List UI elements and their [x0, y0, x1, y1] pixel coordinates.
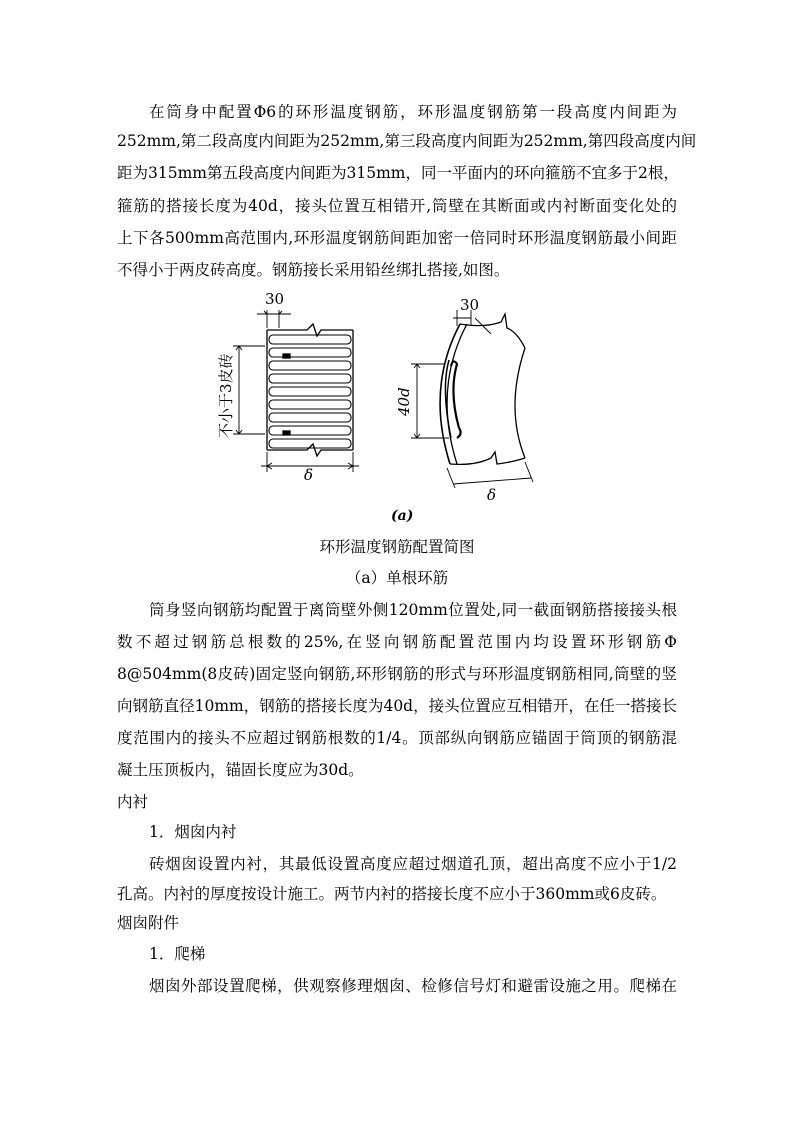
heading-lining: 内衬: [117, 793, 149, 811]
paragraph3-line-1: 砖烟囱设置内衬，其最低设置高度应超过烟道孔顶，超出高度不应小于1/2: [149, 855, 677, 873]
paragraph1-line-6: 不得小于两皮砖高度。钢筋接长采用铅丝绑扎搭接,如图。: [117, 261, 510, 279]
figure-caption: 环形温度钢筋配置简图: [319, 538, 475, 556]
heading-accessories: 烟囱附件: [117, 914, 180, 932]
right-top-dimension: 30: [460, 296, 480, 314]
paragraph2-line-2: 数不超过钢筋总根数的25%,在竖向钢筋配置范围内均设置环形钢筋Φ: [117, 633, 677, 651]
paragraph1-line-3: 距为315mm第五段高度内间距为315mm，同一平面内的环向箍筋不宜多于2根，: [117, 164, 679, 182]
item-ladder: 1．爬梯: [149, 945, 206, 963]
figure-subcaption: （a）单根环筋: [345, 569, 449, 587]
paragraph2-line-6: 凝土压顶板内，锚固长度应为30d。: [117, 761, 364, 779]
paragraph2-line-1: 筒身竖向钢筋均配置于离筒壁外侧120mm位置处,同一截面钢筋搭接接头根: [149, 601, 677, 619]
paragraph2-line-3: 8@504mm(8皮砖)固定竖向钢筋,环形钢筋的形式与环形温度钢筋相同,筒壁的竖: [117, 665, 677, 683]
paragraph1-line-2: 252mm,第二段高度内间距为252mm,第三段高度内间距为252mm,第四段高度内间: [117, 132, 697, 150]
paragraph3-line-2: 孔高。内衬的厚度按设计施工。两节内衬的搭接长度不应小于360mm或6皮砖。: [117, 885, 667, 903]
paragraph4-line-1: 烟囱外部设置爬梯，供观察修理烟囱、检修信号灯和避雷设施之用。爬梯在: [149, 977, 677, 995]
paragraph2-line-5: 度范围内的接头不应超过钢筋根数的1/4。顶部纵向钢筋应锚固于筒顶的钢筋混: [117, 729, 677, 747]
paragraph1-line-1: 在筒身中配置Φ6的环形温度钢筋，环形温度钢筋第一段高度内间距为: [149, 103, 677, 121]
paragraph2-line-4: 向钢筋直径10mm，钢筋的搭接长度为40d，接头位置应互相错开，在任一搭接长: [117, 697, 677, 715]
left-side-dimension-label: 不小于3皮砖: [217, 353, 235, 438]
right-bottom-dimension: δ: [487, 486, 497, 504]
paragraph1-line-4: 箍筋的搭接长度为40d，接头位置互相错开,筒壁在其断面或内衬断面变化处的: [117, 197, 677, 215]
left-bottom-dimension: δ: [304, 466, 314, 484]
figure-sub-label: (a): [391, 508, 414, 524]
right-section-drawing: [411, 310, 533, 488]
paragraph1-line-5: 上下各500mm高范围内,环形温度钢筋间距加密一倍同时环形温度钢筋最小间距: [117, 229, 677, 247]
item-chimney-lining: 1．烟囱内衬: [149, 823, 237, 841]
right-side-dimension-label: 40d: [395, 387, 413, 416]
ring-rebar-figure: [195, 288, 555, 528]
left-top-dimension: 30: [265, 290, 285, 308]
left-elevation-drawing: [233, 310, 359, 472]
